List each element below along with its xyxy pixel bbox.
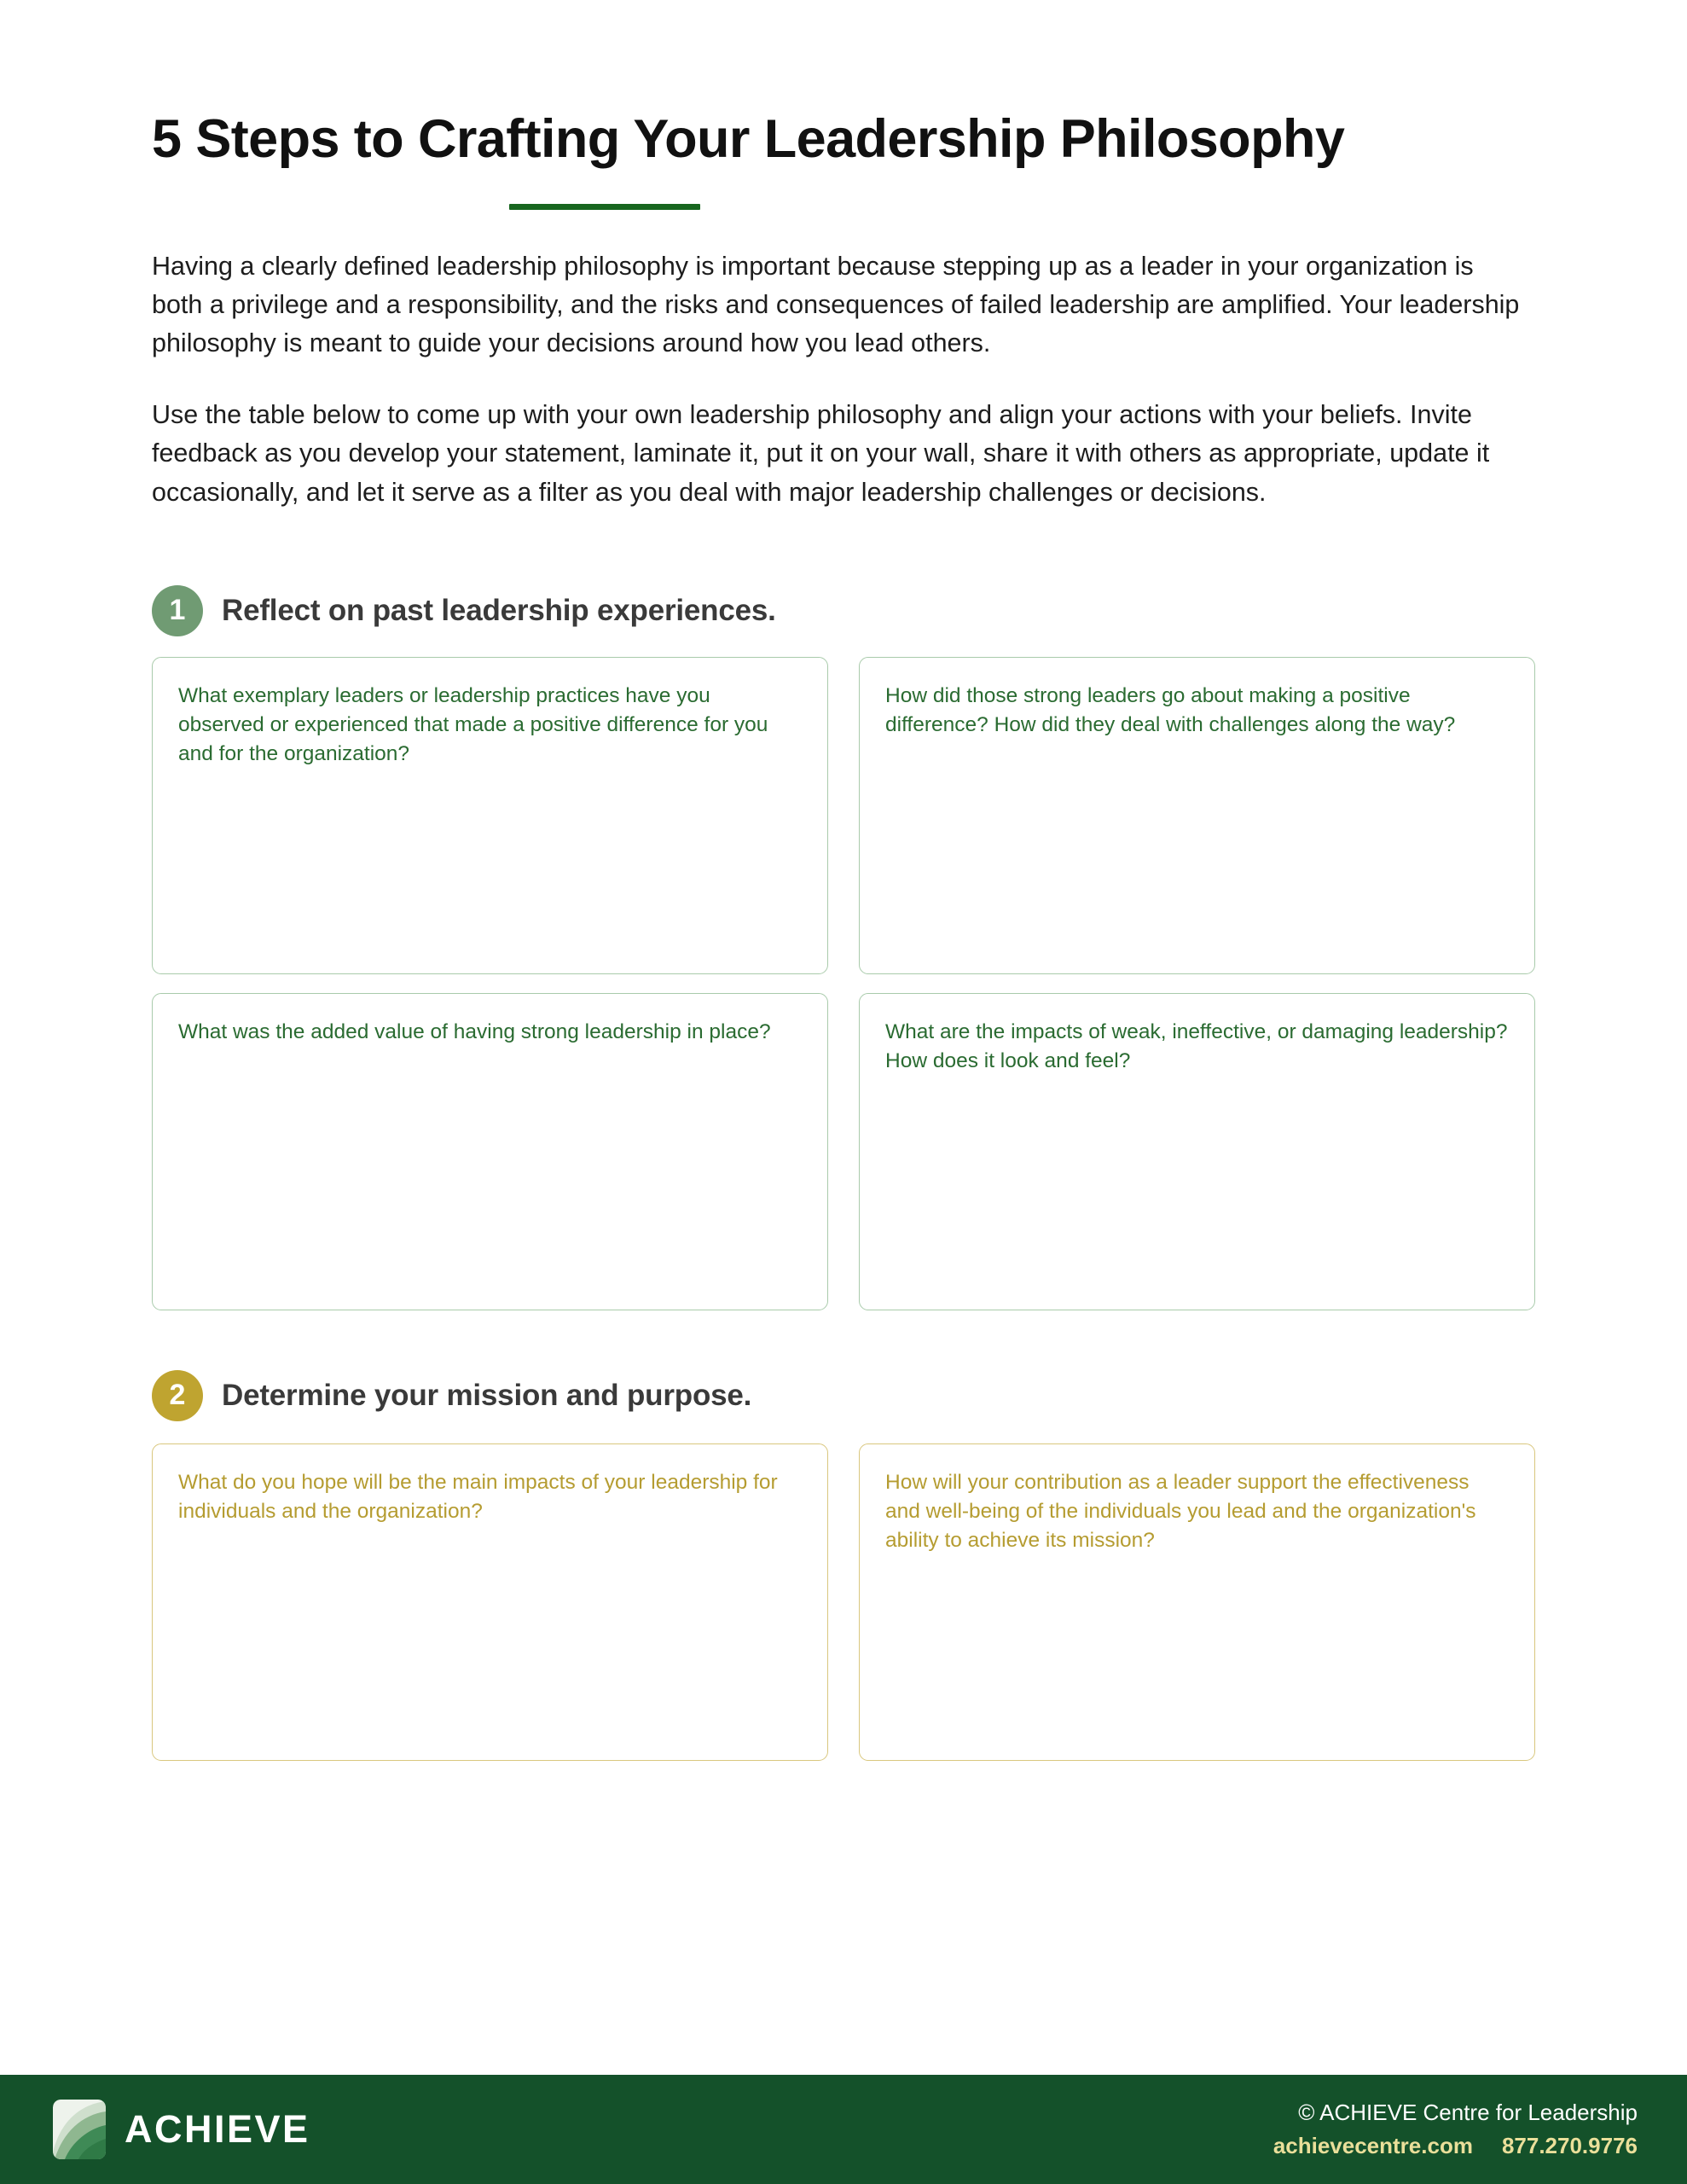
title-divider-wrap <box>152 204 1535 210</box>
achieve-logo-icon <box>53 2100 106 2159</box>
question-box[interactable] <box>152 657 828 974</box>
question-prompt: What do you hope will be the main impacts of your leadership for individuals and the organization? <box>178 1471 778 1524</box>
page-footer <box>0 2075 1687 2184</box>
question-prompt: What are the impacts of weak, ineffective, or damaging leadership? How does it look and feel? <box>885 1020 1508 1073</box>
question-prompt: How did those strong leaders go about making a positive difference? How did they deal with challenges along the way? <box>885 684 1456 737</box>
footer-copyright: © ACHIEVE Centre for Leadership <box>1298 2099 1638 2125</box>
step-header-1 <box>152 585 1535 636</box>
footer-brand-name: ACHIEVE <box>125 2107 310 2151</box>
question-prompt: How will your contribution as a leader support the effectiveness and well-being of the individuals you lead and the organization's ability to achieve its mission? <box>885 1471 1476 1553</box>
footer-phone-number[interactable]: 877.270.9776 <box>1501 2133 1638 2158</box>
footer-contact-line <box>1273 2132 1638 2160</box>
intro-paragraph-2: Use the table below to come up with your own leadership philosophy and align your actions with your beliefs. Invite feedback as you develop your statement, laminate it, put it on your wall, share it with others as appropriate, update it occasionally, and let it serve as a filter as you deal with major leadership challenges or decisions. <box>152 399 1490 507</box>
footer-contact-block <box>1273 2099 1638 2161</box>
intro-paragraph-1: Having a clearly defined leadership philosophy is important because stepping up as a leader in your organization is both a privilege and a responsibility, and the risks and consequences of failed leadership are amplified. Your leadership philosophy is meant to guide your decisions around how you lead others. <box>152 251 1520 358</box>
question-box[interactable] <box>859 1443 1535 1761</box>
step-2-question-grid <box>152 1443 1535 1761</box>
question-prompt: What was the added value of having strong leadership in place? <box>178 1020 771 1044</box>
title-divider <box>509 204 700 210</box>
step-number-badge-2: 2 <box>152 1370 203 1421</box>
step-title-1: Reflect on past leadership experiences. <box>222 594 776 628</box>
step-header-2 <box>152 1370 1535 1421</box>
question-box[interactable] <box>152 1443 828 1761</box>
question-box[interactable] <box>859 993 1535 1310</box>
footer-brand <box>53 2100 310 2159</box>
question-box[interactable] <box>152 993 828 1310</box>
question-box[interactable] <box>859 657 1535 974</box>
step-1-question-grid <box>152 657 1535 1310</box>
step-number-badge-1: 1 <box>152 585 203 636</box>
step-title-2: Determine your mission and purpose. <box>222 1379 752 1413</box>
footer-website-link[interactable]: achievecentre.com <box>1272 2133 1473 2158</box>
question-prompt: What exemplary leaders or leadership practices have you observed or experienced that made a positive difference for you and for the organization? <box>178 684 768 766</box>
page-title: 5 Steps to Crafting Your Leadership Philosophy <box>152 109 1345 169</box>
